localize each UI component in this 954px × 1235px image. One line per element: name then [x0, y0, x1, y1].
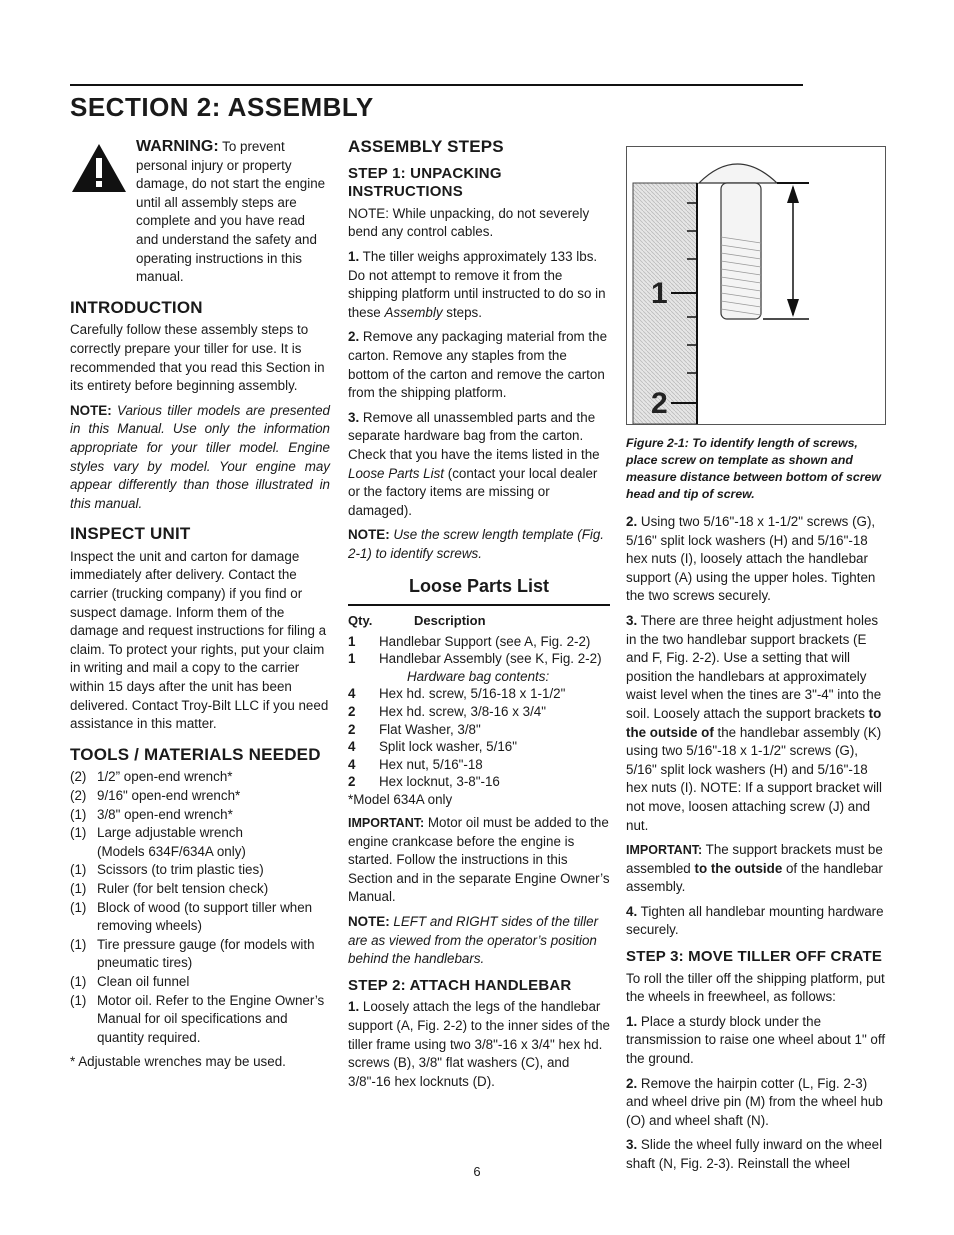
step2-item-4: 4. Tighten all handlebar mounting hardware securely.: [626, 903, 884, 938]
warning-text-wrap: [136, 138, 330, 287]
list-item: (1) Motor oil. Refer to the Engine Owner’s Manual for oil specifications and quantity required.: [70, 992, 325, 1045]
step2-item-1: 1. Loosely attach the legs of the handlebar support (A, Fig. 2-2) to the inner sides of the tiller frame using two 3/8"-16 x 3/4" hex hd. screws (B), 3/8" flat washers (C), and 3/8"-16 hex locknuts (D).: [348, 999, 610, 1089]
list-item: (1) Scissors (to trim plastic ties): [70, 862, 264, 878]
qty-column-header: Qty.: [348, 613, 373, 629]
loose-parts-title: Loose Parts List: [408, 576, 550, 597]
important-oil: IMPORTANT: Motor oil must be added to the engine crankcase before the engine is started. Follow the instructions in this Section and in the separate Engine Owner’s Manual.: [348, 815, 610, 905]
list-item: 4 Split lock washer, 5/16": [348, 739, 517, 755]
step2-heading: STEP 2: ATTACH HANDLEBAR: [348, 976, 572, 994]
step2-important: IMPORTANT: The support brackets must be assembled to the outside of the handlebar assembly.: [626, 842, 883, 895]
screw-template-figure: [626, 146, 886, 425]
warning-label: WARNING:: [136, 138, 219, 155]
section-title: SECTION 2: ASSEMBLY: [70, 92, 374, 122]
inspect-unit-heading: INSPECT UNIT: [70, 524, 191, 544]
column-right: [626, 138, 886, 1180]
step1-note-2: NOTE: Use the screw length template (Fig. 2-1) to identify screws.: [348, 527, 605, 561]
step3-item-2: 2. Remove the hairpin cotter (L, Fig. 2-3) and wheel drive pin (M) from the wheel hub (O) and wheel shaft (N).: [626, 1075, 883, 1128]
introduction-note: [70, 402, 330, 514]
assembly-steps-heading: ASSEMBLY STEPS: [348, 137, 504, 156]
warning-block: [70, 138, 330, 287]
step1-heading: STEP 1: UNPACKING INSTRUCTIONS: [348, 164, 502, 201]
list-item: (2) 1/2” open-end wrench*: [70, 769, 233, 785]
step1-item-2: 2. Remove any packaging material from the carton. Remove any staples from the bottom of the carton and remove the carton from the shipping platform.: [348, 329, 608, 401]
column-left: [70, 138, 330, 1078]
list-item: 1 Handlebar Support (see A, Fig. 2-2): [348, 633, 591, 649]
top-rule: [70, 84, 803, 86]
introduction-note-label: NOTE:: [70, 402, 112, 418]
step2-item-2: 2. Using two 5/16"-18 x 1-1/2" screws (G), 5/16" split lock washers (H) and 5/16"-18 hex nuts (I), loosely attach the handlebar support (A) using the upper holes. Tighten the two screws securely.: [626, 514, 876, 604]
step3-heading: STEP 3: MOVE TILLER OFF CRATE: [626, 948, 883, 966]
list-item: (1) Block of wood (to support tiller when removing wheels): [70, 899, 313, 934]
loose-parts-rule: [348, 604, 610, 606]
step3-intro: To roll the tiller off the shipping platform, put the wheels in freewheel, as follows:: [626, 970, 885, 1005]
list-item: (1) Large adjustable wrench (Models 634F/634A only): [70, 825, 246, 859]
list-item: 2 Flat Washer, 3/8": [348, 721, 481, 737]
list-item: (2) 9/16" open-end wrench*: [70, 788, 241, 803]
list-item: (1) Ruler (for belt tension check): [70, 880, 269, 896]
step3-item-3: 3. Slide the wheel fully inward on the wheel shaft (N, Fig. 2-3). Reinstall the wheel: [626, 1137, 883, 1171]
list-item: (1) 3/8" open-end wrench*: [70, 806, 233, 822]
column-middle: [348, 138, 610, 1097]
tools-heading: TOOLS / MATERIALS NEEDED: [70, 744, 321, 764]
list-item: 2 Hex locknut, 3-8"-16: [348, 774, 500, 790]
step3-item-1: 1. Place a sturdy block under the transmission to raise one wheel about 1" off the ground.: [626, 1013, 886, 1067]
screw-shank: [721, 183, 761, 319]
description-column-header: Description: [414, 613, 486, 629]
list-item: (1) Clean oil funnel: [70, 973, 190, 989]
loose-parts-header: [348, 612, 610, 631]
screw-ruler-diagram: [627, 147, 885, 424]
step1-note: NOTE: While unpacking, do not severely bend any control cables.: [348, 205, 590, 240]
step2-item-3: 3. There are three height adjustment holes in the two handlebar support brackets (E and F, Fig. 2-2). Use a setting that will position the handlebars at approximately waist level when the tines are 3"-4" into the soil. Loosely attach the support brackets to the outside of the handlebar assembly (K) using two 5/16"-18 x 1-1/2" screws (G), 5/16" split lock washers (H) and 5/16"-18 hex nuts (I). NOTE: If a support bracket will not move, loosen attaching screw (J) and nut.: [626, 612, 882, 833]
loose-parts-footnote: *Model 634A only: [348, 792, 453, 807]
introduction-note-text: Various tiller models are presented in this Manual. Use only the information appropriate for your tiller model. Engine styles vary by model. Your engine may appear differently than those illustrated in this manual.: [70, 402, 330, 511]
list-item: (1) Tire pressure gauge (for models with pneumatic tires): [70, 936, 315, 971]
list-item: 1 Handlebar Assembly (see K, Fig. 2-2) Hardware bag contents:: [348, 651, 602, 684]
figure-caption: Figure 2-1: To identify length of screws, place screw on template as shown and measure distance between bottom of screw head and tip of screw.: [626, 436, 881, 501]
ruler-label-2: 2: [651, 387, 668, 420]
screw-head: [699, 164, 777, 183]
arrow-down-icon: [787, 299, 799, 317]
page-number: 6: [473, 1164, 481, 1179]
arrow-up-icon: [787, 185, 799, 203]
inspect-unit-body: Inspect the unit and carton for damage immediately after delivery. Contact the carrier (trucking company) if you find or suspect damage. Inform them of the damage and request instructions for filing a claim. To protect your rights, put your claim in writing and mail a copy to the carrier within 15 days after the unit has been delivered. Contact Troy-Bilt LLC if you need assistance in this matter.: [70, 548, 329, 732]
tools-footnote: * Adjustable wrenches may be used.: [70, 1054, 286, 1070]
step1-item-1: 1. The tiller weighs approximately 133 lbs. Do not attempt to remove it from the shipping platform until instructed to do so in these Assembly steps.: [348, 248, 606, 320]
note-left-right: NOTE: LEFT and RIGHT sides of the tiller are as viewed from the operator’s position behind the handlebars.: [348, 913, 599, 967]
tools-list: [70, 768, 330, 1047]
list-item: 2 Hex hd. screw, 3/8-16 x 3/4": [348, 704, 547, 720]
list-item: 4 Hex nut, 5/16"-18: [348, 756, 483, 772]
warning-text: To prevent personal injury or property damage, do not start the engine until all assembly steps are complete and you have read and understand the safety and operating instructions in this manual.: [136, 139, 326, 285]
ruler-label-1: 1: [651, 277, 668, 310]
list-item: 4 Hex hd. screw, 5/16-18 x 1-1/2": [348, 686, 566, 702]
step1-item-3: 3. Remove all unassembled parts and the separate hardware bag from the carton. Check that you have the items listed in the Loose Parts List (contact your local dealer or the factory items are missing or damaged).: [348, 409, 600, 518]
warning-triangle-icon: [70, 142, 128, 194]
introduction-body: Carefully follow these assembly steps to correctly prepare your tiller for use. It is recommended that you read this Section in its entirety before beginning assembly.: [70, 322, 325, 394]
introduction-heading: INTRODUCTION: [70, 297, 203, 317]
